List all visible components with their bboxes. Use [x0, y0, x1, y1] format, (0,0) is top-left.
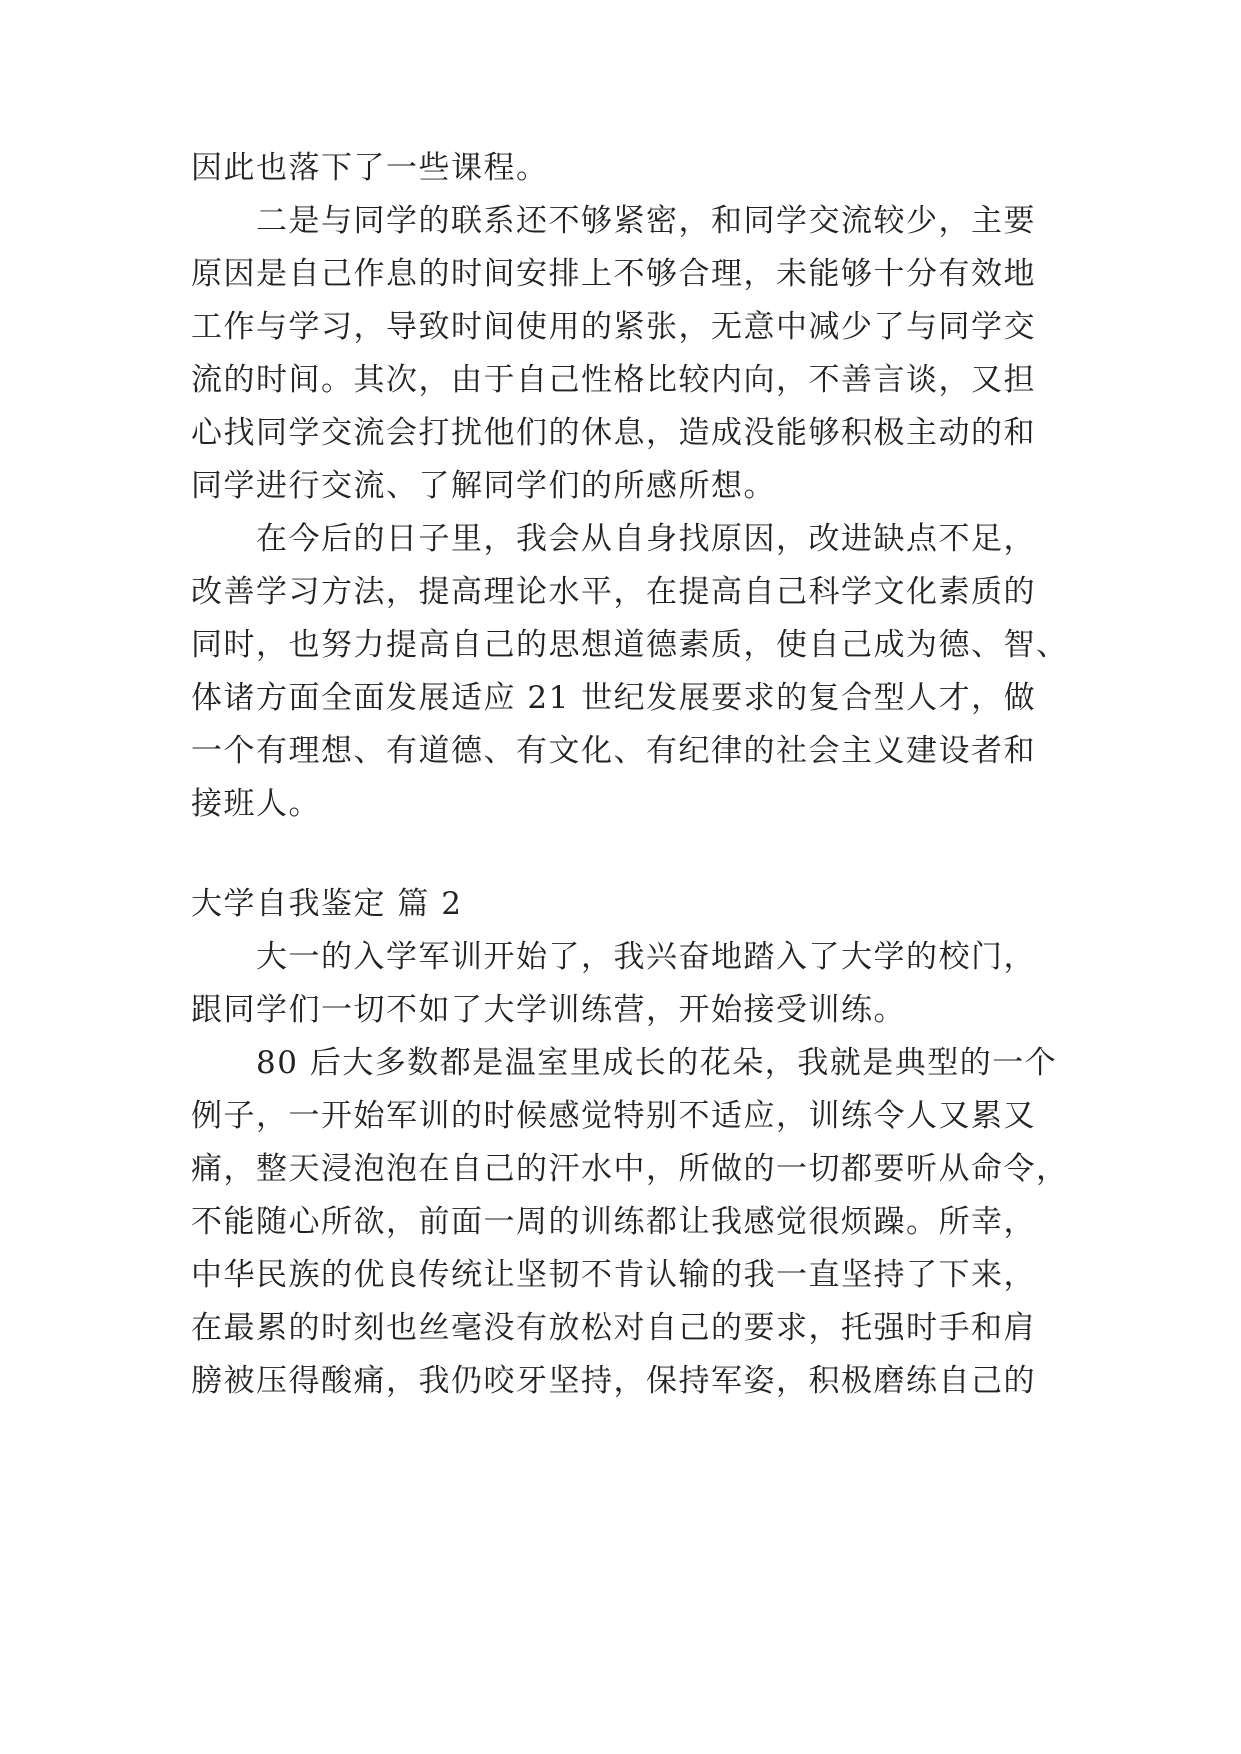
paragraph-line: 膀被压得酸痛，我仍咬牙坚持，保持军姿，积极磨练自己的 — [191, 1363, 1036, 1399]
paragraph-line: 改善学习方法，提高理论水平，在提高自己科学文化素质的 — [191, 574, 1036, 610]
paragraph-line: 二是与同学的联系还不够紧密，和同学交流较少，主要 — [191, 203, 1036, 239]
paragraph-line: 同时，也努力提高自己的思想道德素质，使自己成为德、智、 — [191, 627, 1069, 663]
paragraph-line: 接班人。 — [191, 786, 321, 822]
paragraph-line: 大一的入学军训开始了，我兴奋地踏入了大学的校门， — [191, 939, 1036, 975]
paragraph-line: 在今后的日子里，我会从自身找原因，改进缺点不足， — [191, 521, 1036, 557]
paragraph-line: 中华民族的优良传统让坚韧不肯认输的我一直坚持了下来， — [191, 1257, 1036, 1293]
paragraph-line: 一个有理想、有道德、有文化、有纪律的社会主义建设者和 — [191, 733, 1036, 769]
paragraph-line: 工作与学习，导致时间使用的紧张，无意中减少了与同学交 — [191, 309, 1036, 345]
paragraph-line: 80 后大多数都是温室里成长的花朵，我就是典型的一个 — [191, 1045, 1058, 1081]
paragraph-line: 跟同学们一切不如了大学训练营，开始接受训练。 — [191, 992, 906, 1028]
paragraph-line: 在最累的时刻也丝毫没有放松对自己的要求，托强时手和肩 — [191, 1310, 1036, 1346]
paragraph-line: 例子，一开始军训的时候感觉特别不适应，训练令人又累又 — [191, 1098, 1036, 1134]
paragraph-line: 心找同学交流会打扰他们的休息，造成没能够积极主动的和 — [191, 415, 1036, 451]
paragraph-line: 体诸方面全面发展适应 21 世纪发展要求的复合型人才，做 — [191, 680, 1037, 716]
paragraph-line: 痛，整天浸泡泡在自己的汗水中，所做的一切都要听从命令， — [191, 1151, 1069, 1187]
paragraph-line: 不能随心所欲，前面一周的训练都让我感觉很烦躁。所幸， — [191, 1204, 1036, 1240]
paragraph-line: 原因是自己作息的时间安排上不够合理，未能够十分有效地 — [191, 256, 1036, 292]
section-heading: 大学自我鉴定 篇 2 — [191, 886, 463, 922]
paragraph-line: 流的时间。其次，由于自己性格比较内向，不善言谈，又担 — [191, 362, 1036, 398]
paragraph-line: 同学进行交流、了解同学们的所感所想。 — [191, 468, 776, 504]
paragraph-line: 因此也落下了一些课程。 — [191, 150, 549, 186]
